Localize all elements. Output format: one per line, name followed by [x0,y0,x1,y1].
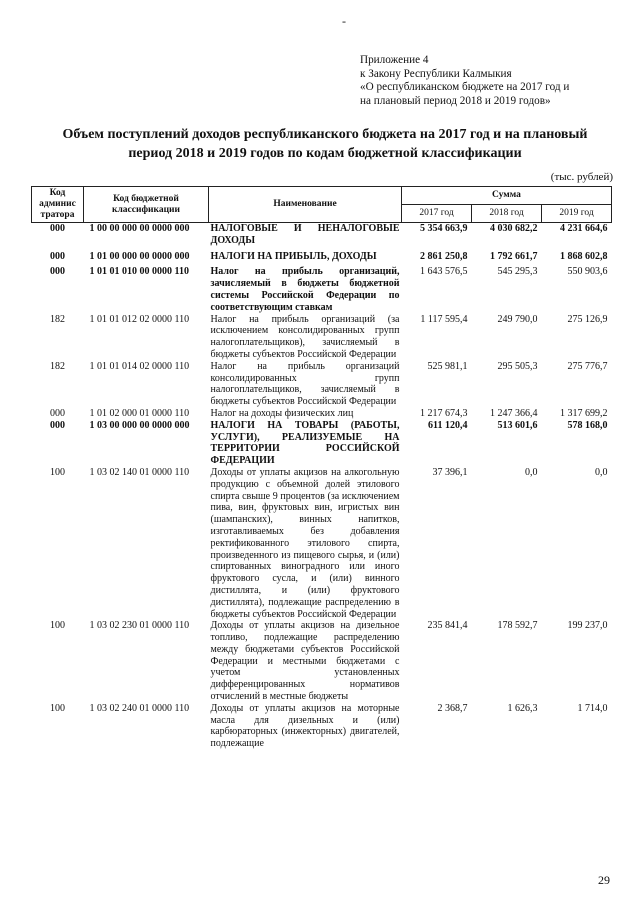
header-sum: Сумма [402,187,612,205]
header-year-2017: 2017 год [402,205,472,223]
amount-2017: 1 217 674,3 [420,407,468,419]
revenue-name: Доходы от уплаты акцизов на дизельное топливо, подлежащие распределению между бюджетами субъектов Российской Федерации и местными бюджетами с учетом установленных дифференцированных нормативов отчислений в местные бюджеты [210,620,400,703]
amount-2018: 513 601,6 [497,419,538,431]
header-admin-code: Код админис тратора [32,187,84,223]
budget-code: 1 03 02 240 01 0000 110 [89,702,190,714]
amount-2017: 1 643 576,5 [420,266,468,278]
revenue-table [31,186,612,750]
appendix-line: Приложение 4 [360,54,429,66]
page-number: 29 [598,873,610,887]
table-row [32,420,612,467]
table-row [32,247,612,263]
amount-2018: 1 626,3 [507,702,538,714]
revenue-name: Доходы от уплаты акцизов на моторные масла для дизельных и (или) карбюраторных (инжекторных) двигателей, подлежащие [210,702,400,750]
amount-2019: 0,0 [595,466,608,478]
amount-2017: 2 368,7 [437,702,468,714]
title-line: период 2018 и 2019 годов по кодам бюджетной классификации [128,146,522,161]
table-row [32,361,612,408]
header-name: Наименование [209,187,402,223]
admin-code: 000 [50,266,65,278]
amount-2018: 1 247 366,4 [490,407,538,419]
budget-code: 1 00 00 000 00 0000 000 [89,223,190,234]
table-row [32,408,612,420]
table-row [32,467,612,620]
admin-code: 182 [50,313,65,325]
revenue-name: Налог на прибыль организаций консолидированных групп налогоплательщиков, зачисляемый в бюджеты субъектов Российской Федерации [210,360,400,408]
admin-code: 000 [50,250,65,262]
revenue-name: Налог на доходы физических лиц [210,407,354,419]
admin-code: 000 [50,419,65,431]
admin-code: 182 [50,360,65,372]
table-row [32,262,612,313]
amount-2018: 1 792 661,7 [490,250,538,262]
budget-code: 1 03 00 000 00 0000 000 [89,419,190,431]
amount-2017: 235 841,4 [427,620,468,632]
table-row [32,223,612,247]
budget-code: 1 01 01 014 02 0000 110 [89,360,190,372]
admin-code: 100 [50,620,65,632]
amount-2018: 0,0 [525,466,538,478]
amount-2017: 37 396,1 [432,466,468,478]
amount-2018: 295 505,3 [497,360,538,372]
budget-code: 1 03 02 140 01 0000 110 [89,466,190,478]
amount-2019: 550 903,6 [567,266,608,278]
admin-code: 100 [50,466,65,478]
amount-2017: 2 861 250,8 [420,250,468,262]
amount-2018: 249 790,0 [497,313,538,325]
amount-2017: 1 117 595,4 [420,313,468,325]
amount-2019: 1 317 699,2 [560,407,608,419]
budget-code: 1 01 01 012 02 0000 110 [89,313,190,325]
budget-code: 1 01 02 000 01 0000 110 [89,407,190,419]
revenue-name: Налог на прибыль организаций, зачисляемый в бюджеты бюджетной системы Российской Федерации по соответствующим ставкам [210,266,400,313]
amount-2019: 1 868 602,8 [560,250,608,262]
amount-2019: 4 231 664,6 [560,223,608,234]
revenue-name: НАЛОГИ НА ПРИБЫЛЬ, ДОХОДЫ [210,250,377,262]
appendix-line: на плановый период 2018 и 2019 годов» [360,94,551,107]
table-row [32,314,612,361]
admin-code: 000 [50,223,65,234]
header-year-2018: 2018 год [472,205,542,223]
title-line: Объем поступлений доходов республиканского бюджета на 2017 год и на плановый [62,127,588,142]
amount-2019: 275 126,9 [567,313,608,325]
table-row [32,620,612,703]
amount-2017: 525 981,1 [427,360,468,372]
top-mark: - [342,14,346,28]
amount-2019: 1 714,0 [577,702,608,714]
appendix-line: к Закону Республики Калмыкия [360,67,512,80]
amount-2018: 4 030 682,2 [490,223,538,234]
amount-2019: 199 237,0 [567,620,608,632]
appendix-line: «О республиканском бюджете на 2017 год и [360,81,570,93]
amount-2018: 545 295,3 [497,266,538,278]
header-year-2019: 2019 год [542,205,612,223]
admin-code: 100 [50,702,65,714]
units-label: (тыс. рублей) [550,171,613,183]
budget-code: 1 03 02 230 01 0000 110 [89,620,190,632]
header-budget-code: Код бюджетной классификации [84,187,209,223]
amount-2019: 275 776,7 [567,360,608,372]
revenue-name: Налог на прибыль организаций (за исключением консолидированных групп налогоплательщиков), зачисляемый в бюджеты субъектов Российской Федерации [210,313,400,360]
amount-2017: 611 120,4 [428,419,468,431]
revenue-name: Доходы от уплаты акцизов на алкогольную продукцию с объемной долей этилового спирта свыше 9 процентов (за исключением пива, вин, фруктовых вин, игристых вин (шампанских), винных напитков, изготавливаемых без добавления ректификованного этилового спирта, произведенного из пищевого сырья, и (или) спиртованных виноградного или иного фруктового сусла, и (или) винного дистиллята, и (или) фруктового дистиллята), подлежащие распределению в бюджеты субъектов Российской Федерации [210,466,400,620]
amount-2018: 178 592,7 [497,620,538,632]
amount-2019: 578 168,0 [567,419,608,431]
appendix-note [360,54,569,108]
table-row [32,703,612,750]
revenue-name: НАЛОГОВЫЕ И НЕНАЛОГОВЫЕ ДОХОДЫ [210,223,400,246]
admin-code: 000 [50,407,65,419]
budget-code: 1 01 01 010 00 0000 110 [89,266,189,278]
revenue-name: НАЛОГИ НА ТОВАРЫ (РАБОТЫ, УСЛУГИ), РЕАЛИЗУЕМЫЕ НА ТЕРРИТОРИИ РОССИЙСКОЙ ФЕДЕРАЦИИ [210,419,400,467]
document-title [30,125,620,163]
amount-2017: 5 354 663,9 [420,223,468,234]
budget-code: 1 01 00 000 00 0000 000 [89,250,190,262]
